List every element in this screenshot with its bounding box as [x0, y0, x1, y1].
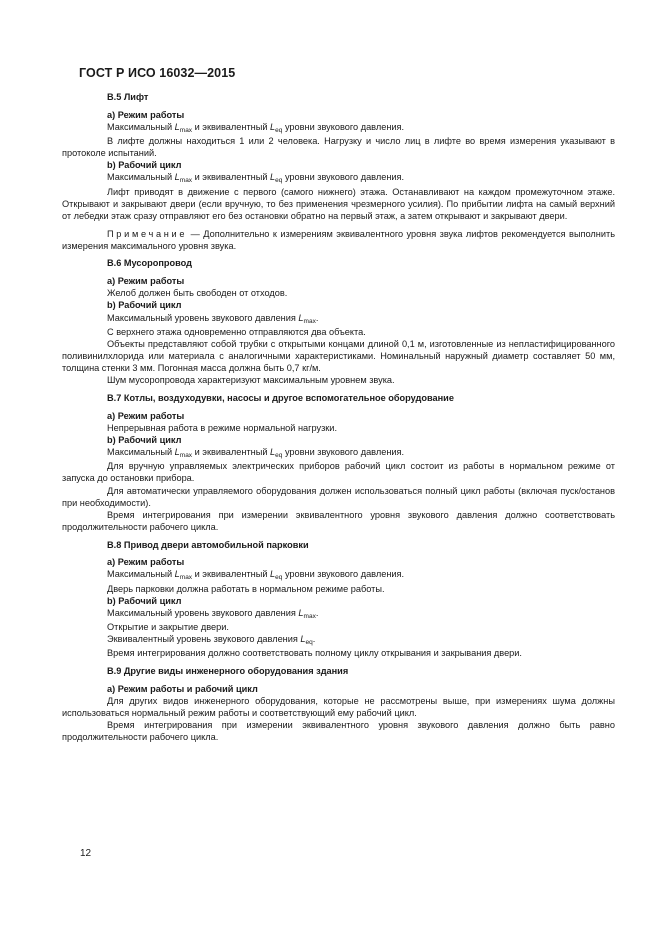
- section-title-b5: В.5 Лифт: [107, 92, 149, 102]
- subsection-title-b8-mode: a) Режим работы: [107, 557, 185, 568]
- paragraph: Максимальный уровень звукового давления $L_{max}$.: [107, 607, 319, 620]
- paragraph: Максимальный $L_{max}$ и эквивалентный $L_{eq}$ уровни звукового давления.: [107, 121, 405, 134]
- paragraph: Время интегрирования при измерении эквивалентного уровня звукового давления должно быть равно продолжительности рабочего цикла.: [62, 720, 615, 743]
- subsection-title-b7-mode: a) Режим работы: [107, 410, 185, 421]
- paragraph: Дверь парковки должна работать в нормальном режиме работы.: [107, 583, 385, 594]
- subsection-title-b5-mode: a) Режим работы: [107, 109, 185, 120]
- page-number: 12: [80, 848, 92, 859]
- section-title-b9: В.9 Другие виды инженерного оборудования здания: [107, 666, 349, 677]
- paragraph: Время интегрирования при измерении эквивалентного уровня звукового давления должно соответствовать продолжительности рабочего цикла.: [62, 509, 615, 532]
- paragraph: Желоб должен быть свободен от отходов.: [107, 288, 288, 299]
- paragraph: Максимальный уровень звукового давления $L_{max}$.: [107, 312, 319, 325]
- section-title-b8: В.8 Привод двери автомобильной парковки: [107, 539, 309, 550]
- paragraph: Для других видов инженерного оборудования, которые не рассмотрены выше, при измерениях шума должны использоваться нормальный режим работы и соответствующий ему рабочий цикл.: [62, 695, 615, 719]
- paragraph: Непрерывная работа в режиме нормальной нагрузки.: [107, 422, 337, 433]
- paragraph: Для вручную управляемых электрических приборов рабочий цикл состоит из работы в нормальном режиме от запуска до остановки прибора.: [62, 461, 615, 484]
- paragraph: Шум мусоропровода характеризуют максимальным уровнем звука.: [107, 375, 395, 386]
- paragraph: С верхнего этажа одновременно отправляются два объекта.: [107, 326, 366, 337]
- subsection-title-b9-mode: a) Режим работы и рабочий цикл: [107, 683, 258, 694]
- section-title-b7: В.7 Котлы, воздуходувки, насосы и другое вспомогательное оборудование: [107, 392, 454, 403]
- subsection-title-b7-cycle: b) Рабочий цикл: [107, 434, 182, 445]
- paragraph: Максимальный $L_{max}$ и эквивалентный $L_{eq}$ уровни звукового давления.: [107, 447, 405, 460]
- document-header: ГОСТ Р ИСО 16032—2015: [79, 66, 236, 80]
- paragraph: Время интегрирования должно соответствовать полному циклу открывания и закрывания двери.: [107, 648, 522, 659]
- paragraph: Лифт приводят в движение с первого (самого нижнего) этажа. Останавливают на каждом промежуточном этаже. Открывают и закрывают двери (если вручную, то без применения чрезмерного усилия). По прибытии лифта на самый верхний от лебедки этаж сразу отправляют его без остановки обратно на первый этаж, а затем открывают и закрывают двери.: [62, 186, 615, 221]
- subsection-title-b8-cycle: b) Рабочий цикл: [107, 595, 182, 606]
- subsection-title-b5-cycle: b) Рабочий цикл: [107, 160, 182, 171]
- section-title-b6: В.6 Мусоропровод: [107, 258, 192, 269]
- note: Примечание — Дополнительно к измерениям эквивалентного уровня звука лифтов рекомендуется выполнить измерения максимального уровня звука.: [62, 228, 615, 251]
- paragraph: В лифте должны находиться 1 или 2 человека. Нагрузку и число лиц в лифте во время измерения указывают в протоколе испытаний.: [62, 135, 615, 159]
- document-body: [62, 91, 615, 744]
- paragraph: Для автоматически управляемого оборудования должен использоваться полный цикл работы (включая пуск/останов при необходимости).: [62, 485, 615, 508]
- paragraph: Эквивалентный уровень звукового давления $L_{eq}$.: [107, 634, 316, 647]
- subsection-title-b6-cycle: b) Рабочий цикл: [107, 300, 182, 311]
- paragraph: Максимальный $L_{max}$ и эквивалентный $L_{eq}$ уровни звукового давления.: [107, 172, 405, 185]
- paragraph: Открытие и закрытие двери.: [107, 622, 229, 633]
- paragraph: Объекты представляют собой трубки с открытыми концами длиной 0,1 м, изготовленные из непластифицированного поливинилхлорида или материала с аналогичными характеристиками. Номинальный наружный диаметр составляет 50 мм, толщина стенки 3 мм. Погонная масса должна быть 0,7 кг/м.: [62, 338, 615, 374]
- subsection-title-b6-mode: a) Режим работы: [107, 276, 185, 287]
- paragraph: Максимальный $L_{max}$ и эквивалентный $L_{eq}$ уровни звукового давления.: [107, 569, 405, 582]
